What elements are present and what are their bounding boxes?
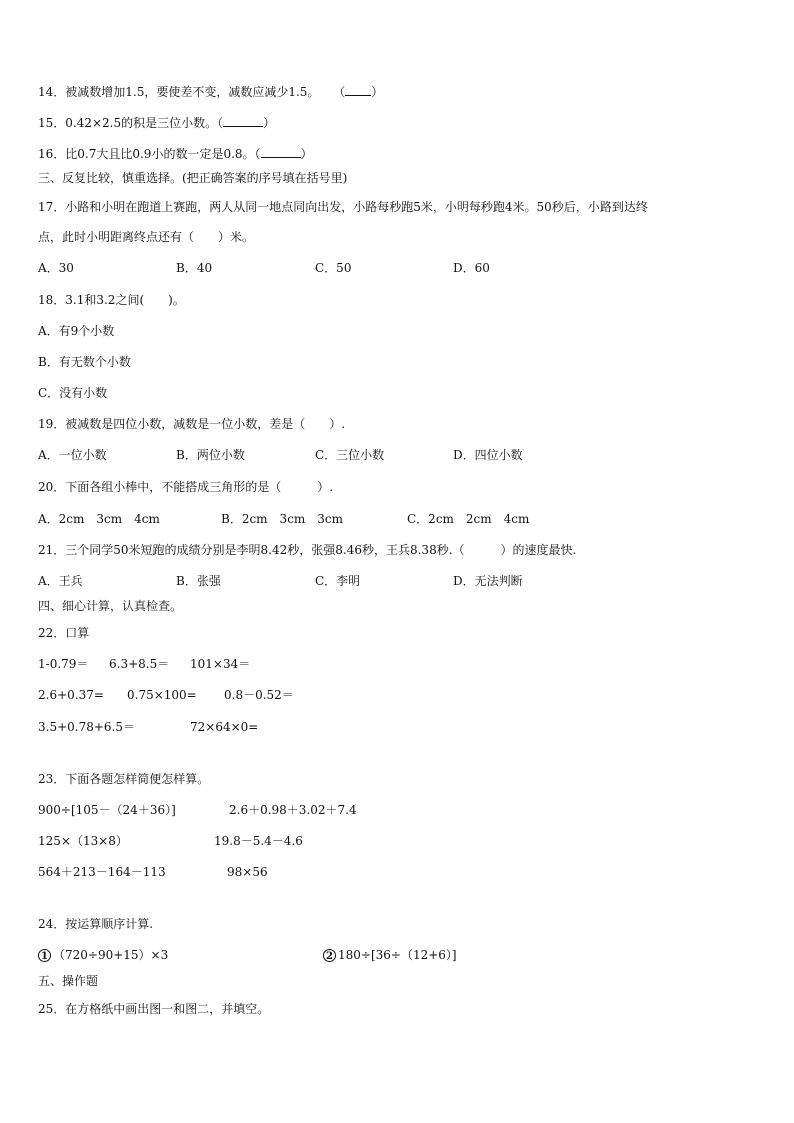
- q21-option-c[interactable]: C．李明: [315, 574, 361, 588]
- q20-option-a[interactable]: A．2cm 3cm 4cm: [38, 512, 160, 526]
- q15-answer-blank[interactable]: [223, 115, 263, 127]
- q23-r2-c1: 125×（13×8）: [38, 834, 128, 848]
- q21-stem: 21．三个同学50米短跑的成绩分别是李明8.42秒，张强8.46秒，王兵8.38秒.（ ）的速度最快.: [38, 543, 577, 557]
- q16-text: 16．比0.7大且比0.9小的数一定是0.8。（: [38, 147, 261, 161]
- q22-r2-c1: 2.6+0.37=: [38, 688, 104, 702]
- q17-stem-line2: 点，此时小明距离终点还有（ ）米。: [38, 230, 255, 244]
- q21-option-a[interactable]: A．王兵: [38, 574, 83, 588]
- q23-r2-c2: 19.8－5.4－4.6: [214, 834, 303, 848]
- q17-stem-line1: 17．小路和小明在跑道上赛跑，两人从同一地点同向出发，小路每秒跑5米，小明每秒跑4米。50秒后，小路到达终: [38, 200, 648, 214]
- q17-option-a[interactable]: A．30: [38, 261, 74, 275]
- q16-close: ）: [300, 147, 313, 161]
- q18-option-c[interactable]: C．没有小数: [38, 386, 108, 400]
- q22-r3-c1: 3.5+0.78+6.5＝: [38, 720, 135, 734]
- q20-option-b[interactable]: B．2cm 3cm 3cm: [221, 512, 344, 526]
- q18-option-a[interactable]: A．有9个小数: [38, 324, 115, 338]
- q23-r3-c1: 564＋213－164－113: [38, 865, 166, 879]
- q24-title: 24．按运算顺序计算.: [38, 917, 154, 931]
- q17-option-b[interactable]: B．40: [176, 261, 213, 275]
- q24-item-2: [323, 947, 457, 963]
- section-5-heading: 五、操作题: [38, 974, 99, 988]
- q17-option-d[interactable]: D．60: [453, 261, 490, 275]
- section-3-heading: 三、反复比较，慎重选择。(把正确答案的序号填在括号里): [38, 171, 348, 185]
- q15-close: ）: [263, 116, 276, 130]
- circled-number-1: 1: [38, 949, 51, 962]
- q20-stem: 20．下面各组小棒中，不能搭成三角形的是（ ）.: [38, 480, 334, 494]
- q20-option-c[interactable]: C．2cm 2cm 4cm: [407, 512, 530, 526]
- q14-text: 14．被减数增加1.5，要使差不变，减数应减少1.5。: [38, 85, 320, 99]
- q19-option-d[interactable]: D．四位小数: [453, 448, 523, 462]
- q24-item-2-expr: 180÷[36÷（12+6）]: [338, 948, 457, 962]
- q24-item-1-expr: （720÷90+15）×3: [53, 948, 169, 962]
- q24-item-1: [38, 947, 168, 963]
- q16-answer-blank[interactable]: [261, 146, 301, 158]
- q21-option-b[interactable]: B．张强: [176, 574, 221, 588]
- q23-r1-c1: 900÷[105－（24＋36）]: [38, 803, 176, 817]
- q17-option-c[interactable]: C．50: [315, 261, 352, 275]
- q14-open: （: [333, 85, 346, 99]
- circled-number-2: 2: [323, 949, 336, 962]
- q22-r1-c2: 6.3+8.5＝: [109, 657, 170, 671]
- q19-option-c[interactable]: C．三位小数: [315, 448, 385, 462]
- q22-r3-c2: 72×64×0=: [190, 720, 259, 734]
- q25-stem: 25．在方格纸中画出图一和图二，并填空。: [38, 1002, 270, 1016]
- q22-r2-c3: 0.8－0.52＝: [224, 688, 294, 702]
- q15-text: 15．0.42×2.5的积是三位小数。（: [38, 116, 224, 130]
- q22-r1-c3: 101×34＝: [190, 657, 251, 671]
- q22-title: 22．口算: [38, 626, 90, 640]
- q19-option-a[interactable]: A．一位小数: [38, 448, 107, 462]
- q14-answer-blank[interactable]: [345, 84, 371, 96]
- q23-r1-c2: 2.6＋0.98＋3.02＋7.4: [229, 803, 357, 817]
- q15: [38, 115, 275, 131]
- q22-r1-c1: 1-0.79＝: [38, 657, 89, 671]
- q16: [38, 146, 313, 162]
- q14-close: ）: [371, 85, 384, 99]
- q23-title: 23．下面各题怎样简便怎样算。: [38, 772, 210, 786]
- q23-r3-c2: 98×56: [227, 865, 268, 879]
- q19-stem: 19．被减数是四位小数，减数是一位小数，差是（ ）.: [38, 417, 346, 431]
- q18-stem: 18．3.1和3.2之间( )。: [38, 293, 185, 307]
- q21-option-d[interactable]: D．无法判断: [453, 574, 523, 588]
- q19-option-b[interactable]: B．两位小数: [176, 448, 245, 462]
- q14: [38, 84, 383, 100]
- q22-r2-c2: 0.75×100=: [127, 688, 197, 702]
- section-4-heading: 四、细心计算，认真检查。: [38, 599, 183, 613]
- q18-option-b[interactable]: B．有无数个小数: [38, 355, 131, 369]
